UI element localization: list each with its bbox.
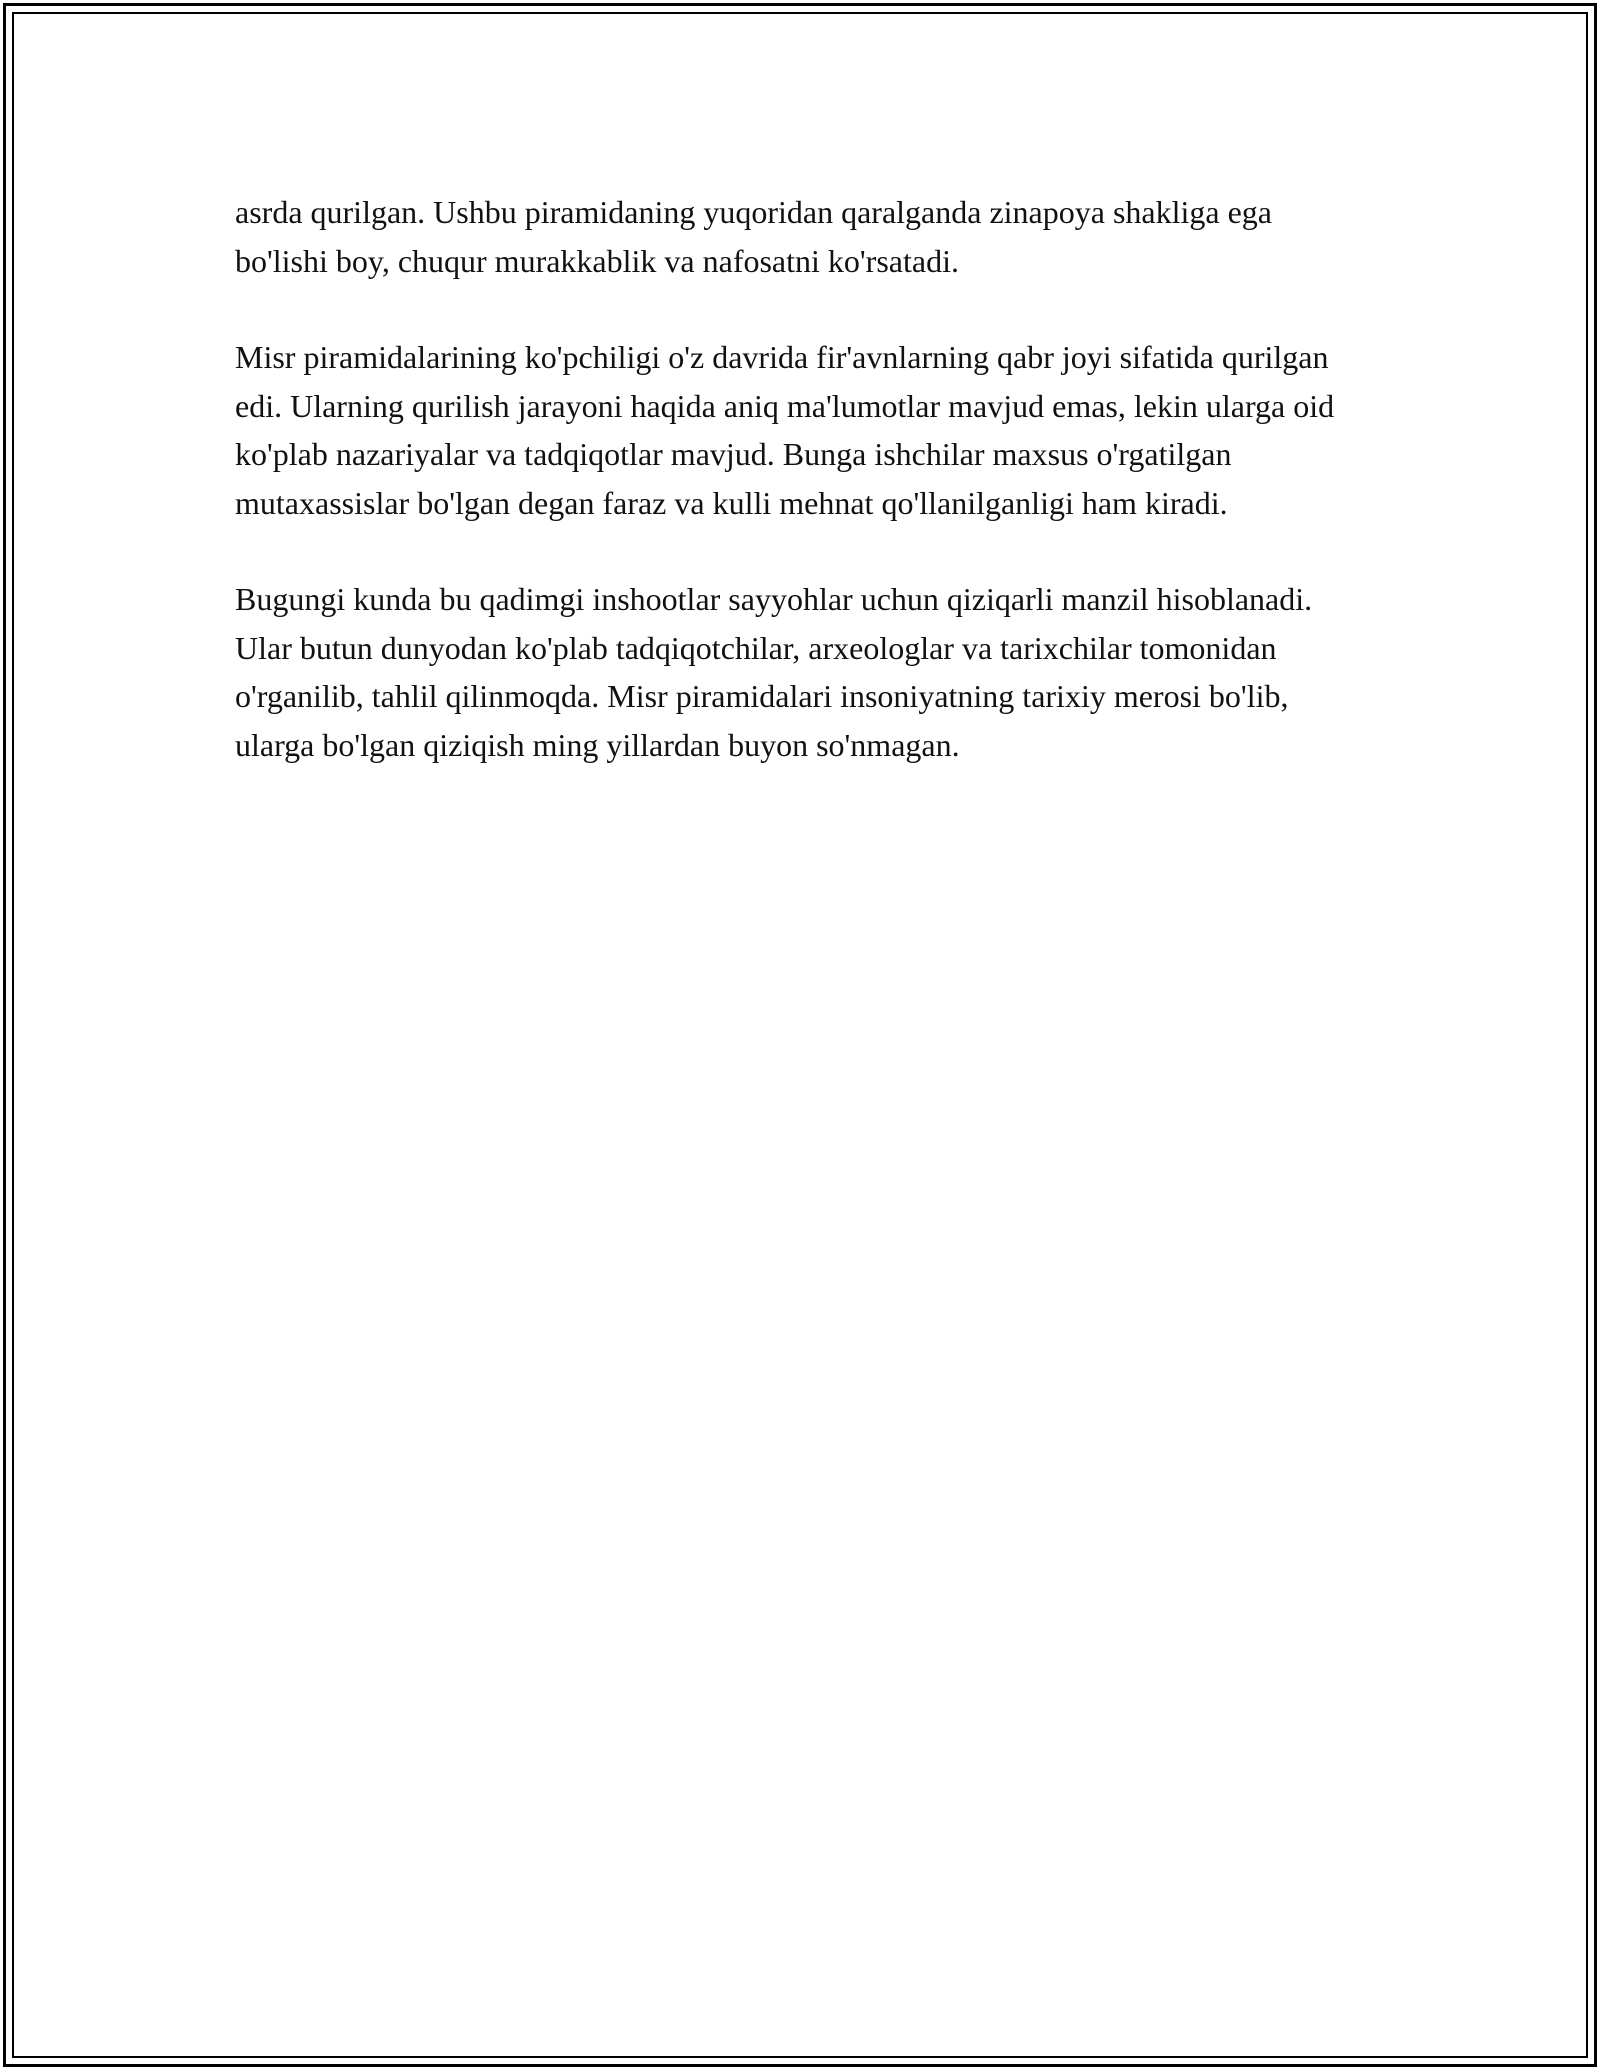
paragraph-3: Bugungi kunda bu qadimgi inshootlar sayyohlar uchun qiziqarli manzil hisoblanadi. Ular butun dunyodan ko'plab tadqiqotchilar, arxeologlar va tarixchilar tomonidan o'rganilib, tahlil qilinmoqda. Misr piramidalari insoniyatning tarixiy merosi bo'lib, ularga bo'lgan qiziqish ming yillardan buyon so'nmagan. [235, 581, 1313, 763]
paragraph-1: asrda qurilgan. Ushbu piramidaning yuqoridan qaralganda zinapoya shakliga ega bo'lishi boy, chuqur murakkablik va nafosatni ko'rsatadi. [235, 194, 1272, 279]
paragraph-2: Misr piramidalarining ko'pchiligi o'z davrida fir'avnlarning qabr joyi sifatida qurilgan edi. Ularning qurilish jarayoni haqida aniq ma'lumotlar mavjud emas, lekin ularga oid ko'plab nazariyalar va tadqiqotlar mavjud. Bunga ishchilar maxsus o'rgatilgan mutaxassislar bo'lgan degan faraz va kulli mehnat qo'llanilganligi ham kiradi. [235, 339, 1335, 521]
document-body [235, 188, 1370, 817]
